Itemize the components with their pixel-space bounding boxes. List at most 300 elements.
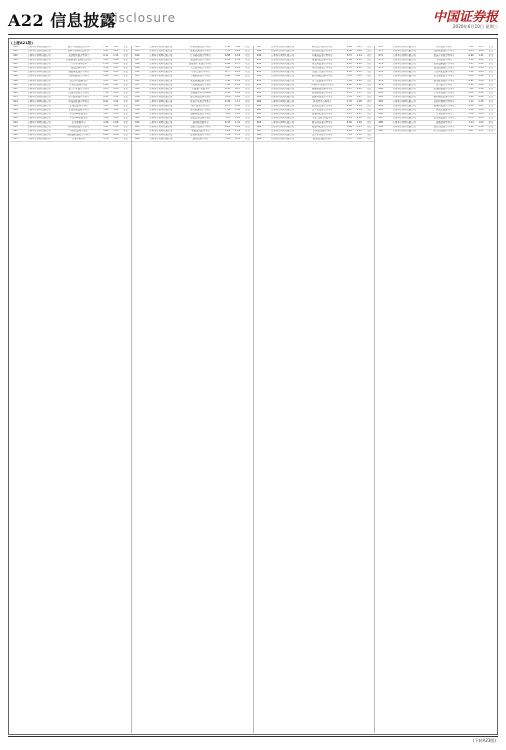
table-cell: 626 bbox=[132, 54, 143, 58]
table-cell: 1.39 bbox=[233, 58, 243, 62]
table-cell: 正常 bbox=[121, 62, 131, 66]
table-cell: 正常 bbox=[364, 92, 374, 96]
table-cell: 公募基金管理有限公司 bbox=[265, 54, 301, 58]
table-cell: 稳利债券型基金 bbox=[179, 138, 223, 142]
table-cell: 正常 bbox=[364, 121, 374, 125]
table-cell: 乐享债券型基金 bbox=[422, 46, 466, 50]
table-cell: 丰利债券型基金 bbox=[422, 58, 466, 62]
table-cell: 1.09 bbox=[476, 108, 486, 112]
table-cell: 公募基金管理有限公司 bbox=[386, 54, 422, 58]
table-cell: 673 bbox=[375, 58, 386, 62]
table-cell: 正常 bbox=[243, 66, 253, 70]
table-cell: 正常 bbox=[364, 133, 374, 137]
table-cell: 正常 bbox=[243, 50, 253, 54]
table-cell: 公募基金管理有限公司 bbox=[143, 87, 179, 91]
table-cell: 5.18 bbox=[223, 92, 233, 96]
table-cell: 正常 bbox=[121, 100, 131, 104]
table-cell: 1.19 bbox=[354, 104, 364, 108]
table-cell: 4.72 bbox=[344, 113, 354, 117]
table-cell: 4.26 bbox=[101, 121, 111, 125]
table-cell: 正常 bbox=[364, 125, 374, 129]
table-cell: 添利货币市场基金 bbox=[300, 100, 344, 104]
table-cell: 公募基金管理有限公司 bbox=[143, 50, 179, 54]
table-cell: 正常 bbox=[364, 104, 374, 108]
table-cell: 公募基金管理有限公司 bbox=[21, 87, 57, 91]
table-cell: 661 bbox=[254, 104, 265, 108]
table-cell: 先进制造股票型基金 bbox=[300, 50, 344, 54]
table-cell: 1.44 bbox=[354, 50, 364, 54]
table-cell: 兴盛回报债券型基金 bbox=[422, 71, 466, 75]
table-cell: 3.15 bbox=[223, 117, 233, 121]
table-cell: 港股通精选股票型基金 bbox=[57, 133, 101, 137]
table-cell: 7.67 bbox=[344, 108, 354, 112]
table-cell: 睿选灵活配置基金 bbox=[179, 129, 223, 133]
table-cell: 公募基金管理有限公司 bbox=[143, 138, 179, 142]
table-cell: 优势企业混合型基金 bbox=[179, 100, 223, 104]
table-cell: 公募基金管理有限公司 bbox=[386, 62, 422, 66]
table-cell: 正常 bbox=[243, 92, 253, 96]
table-cell: 689 bbox=[375, 125, 386, 129]
table-cell: 公募基金管理有限公司 bbox=[386, 121, 422, 125]
table-cell: 正常 bbox=[486, 108, 496, 112]
table-cell: 1.17 bbox=[233, 100, 243, 104]
continued-from-label: (上接A21版) bbox=[11, 41, 33, 45]
table-cell: 鑫利纯债债券型基金 bbox=[422, 96, 466, 100]
table-cell: 690 bbox=[375, 129, 386, 133]
table-cell: 公募基金管理有限公司 bbox=[386, 50, 422, 54]
table-cell: 7.83 bbox=[344, 133, 354, 137]
table-cell: 公募基金管理有限公司 bbox=[386, 92, 422, 96]
table-cell: 稳健收益债券型基金 bbox=[300, 87, 344, 91]
table-cell: 正常 bbox=[243, 46, 253, 50]
table-cell: 1.26 bbox=[233, 50, 243, 54]
table-cell: 量化对冲策略基金 bbox=[57, 79, 101, 83]
table-cell: 654 bbox=[254, 75, 265, 79]
table-cell: 正常 bbox=[364, 108, 374, 112]
table-cell: 公募基金管理有限公司 bbox=[21, 100, 57, 104]
table-cell: 3.19 bbox=[466, 58, 476, 62]
table-cell: 公募基金管理有限公司 bbox=[143, 79, 179, 83]
table-cell: 公募基金管理有限公司 bbox=[386, 96, 422, 100]
table-cell: 6.21 bbox=[101, 133, 111, 137]
table-cell: 642 bbox=[132, 121, 143, 125]
table-cell: 公募基金管理有限公司 bbox=[143, 96, 179, 100]
table-cell: 5.96 bbox=[344, 125, 354, 129]
table-cell: 1.00 bbox=[233, 46, 243, 50]
table-cell: 行业轮动混合型基金 bbox=[179, 54, 223, 58]
table-cell: 公募基金管理有限公司 bbox=[386, 125, 422, 129]
table-cell: 公募基金管理有限公司 bbox=[265, 71, 301, 75]
table-cell: 半导体产业股票型基金 bbox=[300, 83, 344, 87]
table-cell: 1.09 bbox=[233, 129, 243, 133]
newspaper-masthead: 中国证券报 bbox=[432, 10, 498, 25]
table-cell: 主题精选混合型基金 bbox=[179, 83, 223, 87]
table-cell: 1.26 bbox=[476, 66, 486, 70]
table-cell: 公募基金管理有限公司 bbox=[21, 108, 57, 112]
table-cell: 内需增长混合型基金 bbox=[300, 62, 344, 66]
table-cell: 正常 bbox=[243, 100, 253, 104]
table-cell: 正常 bbox=[486, 100, 496, 104]
table-cell: 6.54 bbox=[101, 96, 111, 100]
table-cell: 锐意进取股票型基金 bbox=[422, 125, 466, 129]
table-cell: 613 bbox=[10, 96, 21, 100]
table-cell: 医疗健康混合型基金 bbox=[57, 96, 101, 100]
table-cell: 652 bbox=[254, 66, 265, 70]
table-cell: 606 bbox=[10, 66, 21, 70]
table-cell: 8.23 bbox=[344, 92, 354, 96]
table-cell: 正常 bbox=[486, 58, 496, 62]
table-cell: 2.98 bbox=[344, 129, 354, 133]
table-cell: 6.05 bbox=[223, 125, 233, 129]
table-cell: 鑫安灵活配置基金 bbox=[300, 138, 344, 142]
table-cell: 649 bbox=[254, 54, 265, 58]
table-cell: 645 bbox=[132, 133, 143, 137]
table-cell: 1.02 bbox=[111, 108, 121, 112]
table-cell: 7.14 bbox=[344, 96, 354, 100]
table-cell: 正常 bbox=[364, 75, 374, 79]
table-cell: 公募基金管理有限公司 bbox=[21, 125, 57, 129]
table-cell: 公募基金管理有限公司 bbox=[265, 79, 301, 83]
table-cell: 公募基金管理有限公司 bbox=[386, 75, 422, 79]
table-cell: 5.37 bbox=[344, 138, 354, 142]
table-cell: 1.06 bbox=[233, 92, 243, 96]
table-cell: 1.28 bbox=[111, 92, 121, 96]
table-cell: 品牌消费股票型基金 bbox=[422, 100, 466, 104]
table-cell: 公募基金管理有限公司 bbox=[143, 117, 179, 121]
table-cell: 核心资产混合型基金 bbox=[300, 46, 344, 50]
table-cell: 1.52 bbox=[111, 100, 121, 104]
table-cell: 指数增强型证券投资基金 bbox=[57, 58, 101, 62]
table-cell: 正常 bbox=[121, 58, 131, 62]
table-cell: 景气优选混合型基金 bbox=[300, 79, 344, 83]
table-cell: 正常 bbox=[486, 129, 496, 133]
table-cell: 价值精选股票型基金 bbox=[57, 75, 101, 79]
table-cell: 679 bbox=[375, 83, 386, 87]
table-cell: 672 bbox=[375, 54, 386, 58]
table-cell: 公募基金管理有限公司 bbox=[143, 104, 179, 108]
table-cell: 宏观策略混合型基金 bbox=[422, 62, 466, 66]
table-cell: 1.01 bbox=[354, 129, 364, 133]
table-cell: 620 bbox=[10, 125, 21, 129]
table-cell: 1.18 bbox=[233, 54, 243, 58]
table-cell: 利率债债券型基金 bbox=[300, 129, 344, 133]
table-cell: 1.03 bbox=[233, 117, 243, 121]
table-cell: 智能汽车混合型基金 bbox=[300, 71, 344, 75]
table-cell: 9.33 bbox=[101, 87, 111, 91]
table-cell: 正常 bbox=[243, 138, 253, 142]
table-cell: 602 bbox=[10, 50, 21, 54]
table-cell: 公募基金管理有限公司 bbox=[386, 79, 422, 83]
table-cell: 1.04 bbox=[233, 79, 243, 83]
table-cell: 687 bbox=[375, 117, 386, 121]
table-cell: 正常 bbox=[243, 62, 253, 66]
table-cell: 1.21 bbox=[476, 54, 486, 58]
table-cell: 正常 bbox=[243, 96, 253, 100]
table-cell: 3.29 bbox=[344, 117, 354, 121]
table-cell: 活力成长股票型基金 bbox=[422, 75, 466, 79]
table-cell: 3.12 bbox=[101, 66, 111, 70]
table-cell: 5.02 bbox=[101, 58, 111, 62]
table-cell: 680 bbox=[375, 87, 386, 91]
table-cell: 1.06 bbox=[111, 121, 121, 125]
table-cell: 公募基金管理有限公司 bbox=[21, 113, 57, 117]
table-cell: 正常 bbox=[364, 62, 374, 66]
table-cell: 3.33 bbox=[101, 104, 111, 108]
table-cell: 正常 bbox=[121, 46, 131, 50]
table-cell: 混合型证券投资基金A bbox=[57, 46, 101, 50]
table-cell: 5.29 bbox=[223, 129, 233, 133]
table-cell: 601 bbox=[10, 46, 21, 50]
table-cell: 1.57 bbox=[233, 62, 243, 66]
table-cell: 正常 bbox=[486, 96, 496, 100]
table-cell: 7.91 bbox=[223, 133, 233, 137]
table-cell: 1.08 bbox=[233, 75, 243, 79]
table-cell: 沪深300指数基金 bbox=[57, 113, 101, 117]
table-cell: 公募基金管理有限公司 bbox=[143, 83, 179, 87]
table-cell: 9.04 bbox=[223, 62, 233, 66]
table-cell: 7.58 bbox=[223, 108, 233, 112]
table-cell: 3.52 bbox=[466, 71, 476, 75]
table-cell: 品质生活混合型基金 bbox=[179, 125, 223, 129]
table-cell: 614 bbox=[10, 100, 21, 104]
table-cell: 6.77 bbox=[223, 71, 233, 75]
table-cell: 9.62 bbox=[344, 83, 354, 87]
table-cell: 创业板指数基金 bbox=[179, 121, 223, 125]
table-cell: 绝对收益混合型基金 bbox=[57, 125, 101, 129]
table-cell: 公募基金管理有限公司 bbox=[265, 96, 301, 100]
table-cell: 公募基金管理有限公司 bbox=[143, 133, 179, 137]
table-cell: 6.43 bbox=[344, 62, 354, 66]
table-cell: 6.96 bbox=[344, 46, 354, 50]
table-cell: 公募基金管理有限公司 bbox=[21, 104, 57, 108]
table-cell: 3.97 bbox=[101, 125, 111, 129]
table-cell: 正常 bbox=[486, 113, 496, 117]
table-cell: 5.89 bbox=[101, 117, 111, 121]
table-cell: 公募基金管理有限公司 bbox=[21, 96, 57, 100]
table-cell: 1.24 bbox=[233, 83, 243, 87]
table-cell: 3.56 bbox=[223, 79, 233, 83]
table-cell: 1.29 bbox=[354, 79, 364, 83]
table-cell: 663 bbox=[254, 113, 265, 117]
table-cell: 5.55 bbox=[466, 62, 476, 66]
table-cell: 683 bbox=[375, 100, 386, 104]
table-cell: 1.22 bbox=[233, 71, 243, 75]
table-column-2 bbox=[132, 46, 254, 733]
table-cell: 1.15 bbox=[354, 125, 364, 129]
table-cell: 正常 bbox=[121, 79, 131, 83]
table-cell: 638 bbox=[132, 104, 143, 108]
table-cell: 9.11 bbox=[466, 125, 476, 129]
table-cell: 647 bbox=[254, 46, 265, 50]
table-cell: 龙头企业股票型基金 bbox=[300, 133, 344, 137]
table-cell: 低碳环保混合型基金 bbox=[300, 96, 344, 100]
table-cell: 增强回报债券型基金 bbox=[300, 58, 344, 62]
table-cell: 5.11 bbox=[344, 66, 354, 70]
table-cell: 公募基金管理有限公司 bbox=[143, 108, 179, 112]
table-cell: 6.88 bbox=[223, 54, 233, 58]
table-cell: 634 bbox=[132, 87, 143, 91]
table-cell: 1.05 bbox=[354, 58, 364, 62]
table-cell: 629 bbox=[132, 66, 143, 70]
table-cell: 6.11 bbox=[101, 54, 111, 58]
table-cell: 正常 bbox=[121, 104, 131, 108]
table-cell: 消费升级股票型基金 bbox=[57, 92, 101, 96]
table-cell: 公募基金管理有限公司 bbox=[21, 50, 57, 54]
table-cell: 公募基金管理有限公司 bbox=[21, 79, 57, 83]
table-cell: 1.09 bbox=[111, 117, 121, 121]
table-cell: 高端制造股票型基金 bbox=[179, 58, 223, 62]
table-cell: 正常 bbox=[364, 83, 374, 87]
table-cell: 3.14 bbox=[466, 121, 476, 125]
section-title-en: Disclosure bbox=[104, 11, 177, 25]
table-cell: 公募基金管理有限公司 bbox=[386, 58, 422, 62]
table-cell: 7.49 bbox=[344, 79, 354, 83]
table-cell: 正常 bbox=[243, 104, 253, 108]
table-cell: 公募基金管理有限公司 bbox=[143, 92, 179, 96]
table-cell: 可转债债券型基金 bbox=[57, 129, 101, 133]
table-cell: 金融地产指数基金 bbox=[179, 87, 223, 91]
table-cell: 664 bbox=[254, 117, 265, 121]
table-cell: 1.04 bbox=[111, 104, 121, 108]
table-cell: 汇利债券型基金 bbox=[422, 113, 466, 117]
table-cell: 公募基金管理有限公司 bbox=[386, 46, 422, 50]
table-cell: 正常 bbox=[121, 87, 131, 91]
table-cell: 668 bbox=[254, 133, 265, 137]
table-cell: 1.15 bbox=[111, 54, 121, 58]
table-cell: 趋势精选混合型基金 bbox=[422, 87, 466, 91]
table-cell: 正常 bbox=[243, 113, 253, 117]
table-cell: 8.91 bbox=[101, 100, 111, 104]
table-cell: 1.46 bbox=[476, 75, 486, 79]
table-cell: 正常 bbox=[243, 133, 253, 137]
table-cell: 7.28 bbox=[466, 66, 476, 70]
table-cell: 公募基金管理有限公司 bbox=[21, 46, 57, 50]
table-cell: 正常 bbox=[364, 50, 374, 54]
table-cell: 正常 bbox=[364, 46, 374, 50]
table-cell: 全球配置基金(QDII) bbox=[179, 92, 223, 96]
table-cell: 8.47 bbox=[223, 121, 233, 125]
table-cell: 659 bbox=[254, 96, 265, 100]
table-cell: 正常 bbox=[121, 75, 131, 79]
table-cell: 4.15 bbox=[101, 79, 111, 83]
table-cell: 665 bbox=[254, 121, 265, 125]
table-cell: 616 bbox=[10, 108, 21, 112]
table-cell: 公募基金管理有限公司 bbox=[265, 46, 301, 50]
table-cell: 长期价值混合型基金 bbox=[179, 133, 223, 137]
table-cell: 4.88 bbox=[101, 71, 111, 75]
table-cell: 平衡配置混合型基金 bbox=[179, 75, 223, 79]
table-cell: 609 bbox=[10, 79, 21, 83]
table-cell: 公募基金管理有限公司 bbox=[143, 121, 179, 125]
table-cell: 1.21 bbox=[111, 71, 121, 75]
table-cell: 正常 bbox=[486, 46, 496, 50]
table-cell: 新能源产业混合型基金 bbox=[179, 62, 223, 66]
table-cell: 正常 bbox=[121, 133, 131, 137]
table-cell: 大盘蓝筹股票型基金 bbox=[179, 66, 223, 70]
table-cell: 1.00 bbox=[476, 83, 486, 87]
table-cell: 正常 bbox=[121, 125, 131, 129]
table-cell: 1.58 bbox=[476, 125, 486, 129]
table-cell: 1.04 bbox=[476, 71, 486, 75]
table-cell: 1.00 bbox=[111, 62, 121, 66]
table-cell: 3.41 bbox=[466, 46, 476, 50]
table-cell: 公募基金管理有限公司 bbox=[21, 62, 57, 66]
table-cell: 公募基金管理有限公司 bbox=[386, 100, 422, 104]
table-cell: 655 bbox=[254, 79, 265, 83]
table-cell: 1.02 bbox=[354, 117, 364, 121]
table-cell: 公募基金管理有限公司 bbox=[265, 83, 301, 87]
table-cell: 650 bbox=[254, 58, 265, 62]
table-cell: 正常 bbox=[486, 71, 496, 75]
table-cell: 公募基金管理有限公司 bbox=[386, 129, 422, 133]
table-cell: 正常 bbox=[486, 83, 496, 87]
table-cell: 正常 bbox=[486, 117, 496, 121]
table-cell: 6.58 bbox=[344, 104, 354, 108]
table-cell: 新兴产业混合型基金 bbox=[57, 87, 101, 91]
dateline: 2020年6月10日 星期三 bbox=[452, 24, 498, 29]
table-cell: 1.25 bbox=[354, 46, 364, 50]
table-cell: 674 bbox=[375, 62, 386, 66]
table-cell: 正常 bbox=[486, 79, 496, 83]
continued-to-label: (下转A23版) bbox=[473, 738, 496, 743]
table-cell: 639 bbox=[132, 108, 143, 112]
table-cell: 1.11 bbox=[476, 62, 486, 66]
table-cell: 657 bbox=[254, 87, 265, 91]
table-cell: 1.35 bbox=[354, 133, 364, 137]
table-cell: 9.18 bbox=[344, 71, 354, 75]
table-cell: 4.64 bbox=[101, 129, 111, 133]
table-cell: 7.12 bbox=[466, 100, 476, 104]
table-cell: 662 bbox=[254, 108, 265, 112]
table-cell: 3.71 bbox=[101, 138, 111, 142]
table-cell: 研究精选股票型基金 bbox=[179, 108, 223, 112]
table-cell: 正常 bbox=[121, 92, 131, 96]
table-cell: 3.03 bbox=[344, 75, 354, 79]
table-cell: 632 bbox=[132, 79, 143, 83]
table-cell: 688 bbox=[375, 121, 386, 125]
table-cell: 686 bbox=[375, 113, 386, 117]
table-cell: 先锋成长混合型基金 bbox=[422, 50, 466, 54]
table-cell: 3.08 bbox=[101, 108, 111, 112]
table-cell: 正常 bbox=[121, 108, 131, 112]
table-cell: 正常 bbox=[364, 71, 374, 75]
table-cell: 公募基金管理有限公司 bbox=[386, 71, 422, 75]
table-cell: 安诚回报混合型基金 bbox=[422, 104, 466, 108]
table-cell: 3.22 bbox=[223, 96, 233, 100]
table-cell: 669 bbox=[254, 138, 265, 142]
table-cell: 633 bbox=[132, 83, 143, 87]
table-cell: 公募基金管理有限公司 bbox=[265, 138, 301, 142]
table-cell: 670 bbox=[375, 46, 386, 50]
table-cell: 625 bbox=[132, 50, 143, 54]
table-cell: 8.59 bbox=[466, 75, 476, 79]
table-cell: 短期理财债券型基金 bbox=[179, 46, 223, 50]
table-cell: 正常 bbox=[486, 92, 496, 96]
table-cell: 产业升级混合型基金 bbox=[422, 92, 466, 96]
table-cell: 4.49 bbox=[223, 75, 233, 79]
table-cell: 公募基金管理有限公司 bbox=[21, 129, 57, 133]
table-cell: 公募基金管理有限公司 bbox=[265, 117, 301, 121]
table-cell: 远见成长混合型基金 bbox=[422, 117, 466, 121]
table-cell: 8.05 bbox=[466, 50, 476, 54]
table-cell: 658 bbox=[254, 92, 265, 96]
table-cell: 公募基金管理有限公司 bbox=[265, 92, 301, 96]
table-cell: 逆向投资混合型基金 bbox=[300, 104, 344, 108]
table-cell: 1.03 bbox=[476, 46, 486, 50]
table-cell: 7.35 bbox=[223, 50, 233, 54]
table-cell: 1.34 bbox=[111, 75, 121, 79]
table-cell: 正常 bbox=[121, 83, 131, 87]
